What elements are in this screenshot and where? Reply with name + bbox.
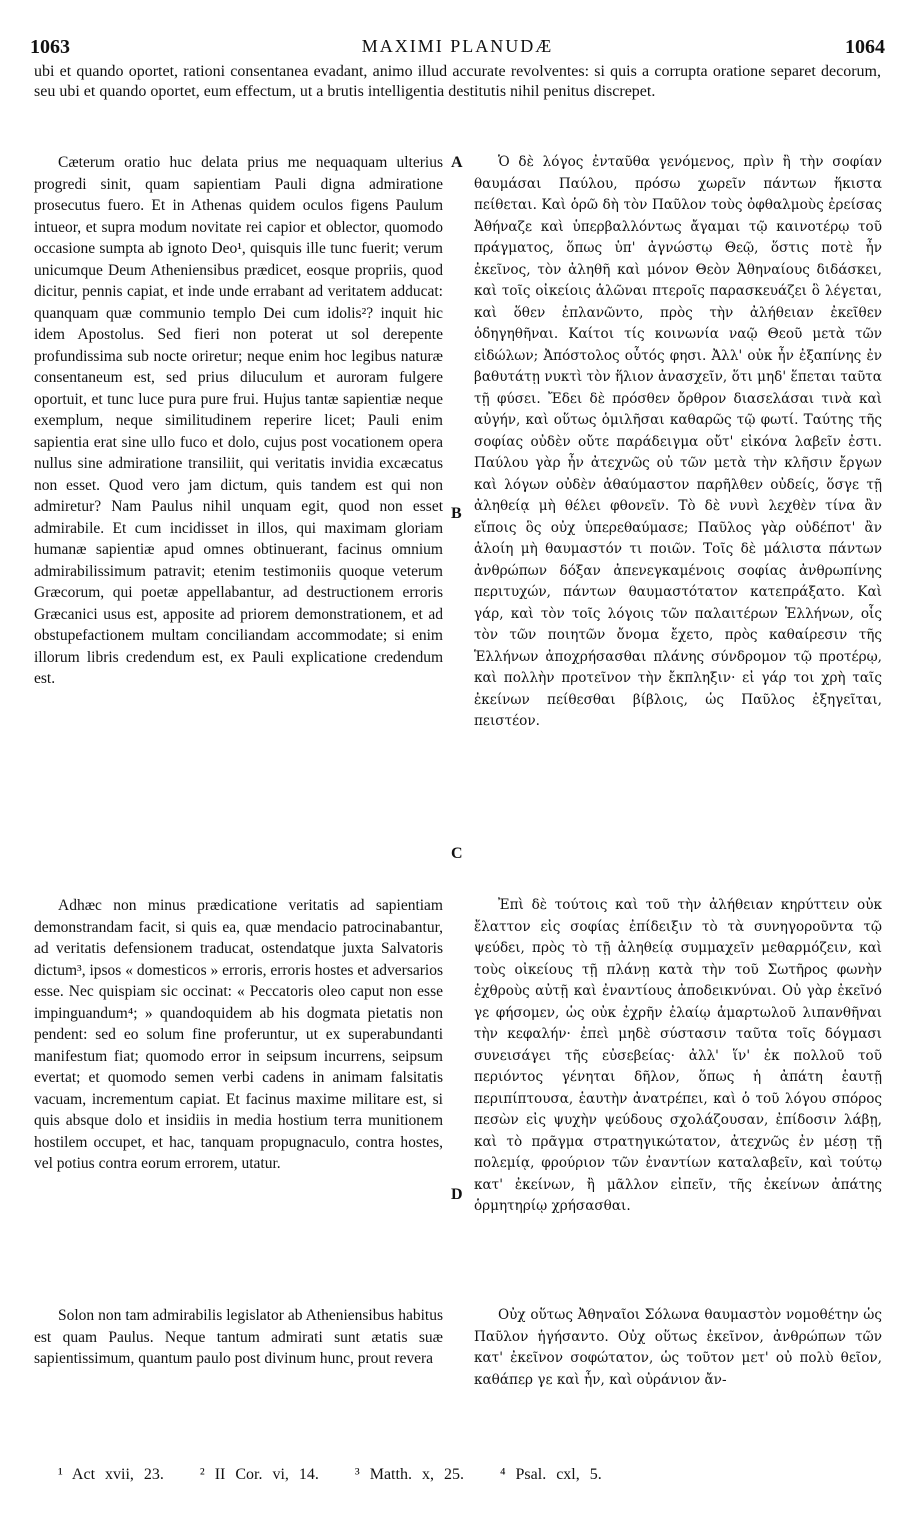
margin-marker-a: A (451, 154, 463, 171)
latin-paragraph-3 (34, 1305, 443, 1370)
intro-paragraph: ubi et quando oportet, rationi consentanea evadant, animo illud accurate revolventes: si quis a corrupta oratione separet decorum, seu ubi et quando oportet, eum effectum, ut a brutis intelligentia destitutis nihil penitus discrepet. (34, 63, 881, 100)
margin-marker-d: D (451, 1186, 463, 1203)
greek-text-1: Ὁ δὲ λόγος ἐνταῦθα γενόμενος, πρὶν ἢ τὴν σοφίαν θαυμάσαι Παύλου, πρόσω χωρεῖν πάντων ἥκιστα πείθεται. Καὶ ὁρῶ δὴ τὸν Παῦλον τοὺς ὀφθαλμοὺς ἐρείσας Ἀθήναζε καὶ ὑπερβαλλόντως ἄγαμαι τῷ καινοτέρῳ τοῦ πράγματος, ὅπως ὑπ' ἀγνώστῳ Θεῷ, ὅστις ποτὲ ἦν ἐκεῖνος, τὸν ἀληθῆ καὶ μόνον Θεὸν Ἀθηναίους διδάσκει, καὶ τοῖς οἰκείοις ἁλῶναι πτεροῖς παρασκευάζει ὃ λέγεται, καὶ ὅθεν ἐπλανῶντο, πρὸς τὴν ἀλήθειαν ἐκεῖθεν ὁδηγηθῆναι. Καίτοι τίς κοινωνία ναῷ Θεοῦ μετὰ τῶν εἰδώλων; Ἀπόστολος οὗτός φησι. Ἀλλ' οὐκ ἦν ἐξαπίνης ἐν βαθυτάτῃ νυκτὶ τὸν ἥλιον ἀνασχεῖν, ὅτι μηδ' ἕπεται ταῦτα τῇ φύσει. Ἔδει δὲ πρόσθεν ὄρθρον διασελάσαι τινὰ καὶ αὐγήν, καὶ οὕτως ὁμιλῆσαι καθαρῶς τῷ φωτί. Ταύτης τῆς σοφίας οὐδὲν οὔτε παράδειγμα οὔτ' εἰκόνα λαβεῖν ἐστι. Παύλου γὰρ ἦν ἀτεχνῶς οὐ τῶν μετὰ τὴν κλῆσιν ἔργων καὶ λόγων οὐδὲν ἀθαύμαστον παρῆλθεν οὐδείς, ὅσγε τῇ ἀληθείᾳ μὴ θέλει φθονεῖν. Τὸ δὲ νυνὶ λεχθὲν τίνα ἂν εἴποις ὃς οὐχ ὑπερεθαύμασε; Παῦλος γὰρ οὐδέποτ' ἂν ἁλοίη μὴ θαυμαστόν τι ποιῶν. Τοῖς δὲ μάλιστα πάντων ἀνθρώπων δόξαν ἀπενεγκαμένοις σοφίας ἀνθρωπίνης περιτυχών, πάντων θαυμαστότατον κατεπράξατο. Καὶ γάρ, καὶ τὸν τοῖς λόγοις τῶν παλαιτέρων Ἑλλήνων, οἷς τὸν τῶν ποιητῶν ὄνομα ἔχετο, πρὸς καθαίρεσιν τῆς Ἑλλήνων ἀποχρήσασθαι πλάνης σύνδρομον τῷ προτέρῳ, καὶ πολλὴν προτεῖνον τὴν ἔκπληξιν· εἰ γάρ τοι χρὴ ταῖς ἐκείνων πείθεσθαι βίβλοις, ὡς Παῦλος ἐξηγεῖται, πειστέον. (474, 154, 882, 729)
greek-paragraph-3 (474, 1305, 882, 1391)
latin-text-1: Cæterum oratio huc delata prius me nequaquam ulterius progredi sinit, quam sapientiam Pauli digna admiratione prosecutus fuero. Et in Athenas quidem oculos figens Paulum intueor, et supra modum novitate rei capior et oblector, quomodo occasione sumpta ab ignoto Deo¹, quisquis ille tunc fuerit; verum unicumque Deum Atheniensibus prædicet, eosque propriis, quod dicitur, pennis capiat, et inde unde errabant ad veritatem adducat: quanquam quæ communio templo Dei cum idolis²? inquit hic idem Apostolus. Sed fieri non poterat ut sol derepente profundissima sub nocte oriretur; neque enim hoc legibus naturæ consentaneum est, sed prius diluculum et auroram fulgere oportuit, et tunc luce pura pure frui. Hujus tantæ sapientiæ neque exemplum, neque similitudinem reperire licet; Pauli enim sapientia erat sine ullo fuco et dolo, cujus post vocationem opera nullus sine admiratione transiliit, qui veritatis invidia excæcatus non esset. Quod vero jam dictum, quis tandem est qui non admiretur? Nam Paulus nihil unquam egit, quod non esset admirabile. Et cum incidisset in illos, qui maximam gloriam humanæ sapientiæ apud omnes obtinuerant, facinus omnium admirabilissimum patravit; etenim testimoniis quoque veterum Græcorum, qui poetæ appellabantur, ad destructionem erroris Græcanici usus est, apposite ad priorem demonstrationem, et ad obstupefactionem multam conciliandam accommodate; si enim illorum libris credendum est, ex Pauli explicatione credendum est. (34, 154, 443, 687)
footnotes (58, 1466, 881, 1484)
footnote-2: ² II Cor. vi, 14. (199, 1466, 319, 1483)
latin-paragraph-1 (34, 152, 443, 690)
greek-paragraph-1 (474, 152, 882, 733)
latin-text-3: Solon non tam admirabilis legislator ab Atheniensibus habitus est quam Paulus. Neque tantum admirati sunt ætatis suæ sapientissimum, quantum paulo post divinum hunc, prout revera (34, 1307, 443, 1367)
greek-text-3: Οὐχ οὕτως Ἀθηναῖοι Σόλωνα θαυμαστὸν νομοθέτην ὡς Παῦλον ἡγήσαντο. Οὐχ οὕτως ἐκεῖνον, ἀνθρώπων τῶν κατ' ἐκεῖνον σοφώτατον, ὡς τοῦτον μετ' οὐ πολὺ θεῖον, καθάπερ γε καὶ ἦν, καὶ οὐράνιον ἄν- (474, 1307, 882, 1388)
footnote-1: ¹ Act xvii, 23. (58, 1466, 164, 1483)
page-number-right: 1064 (845, 36, 885, 58)
footnote-3: ³ Matth. x, 25. (354, 1466, 464, 1483)
running-title: MAXIMI PLANUDÆ (361, 36, 554, 56)
footnote-4: ⁴ Psal. cxl, 5. (499, 1466, 602, 1483)
greek-paragraph-2 (474, 895, 882, 1218)
page-header (30, 30, 885, 60)
page-number-left: 1063 (30, 36, 70, 58)
latin-text-2: Adhæc non minus prædicatione veritatis ad sapientiam demonstrandam facit, si quis ea, quæ mendacio patrocinabantur, ad veritatis defensionem traducat, ostendatque juxta Salvatoris dictum³, ipsos « domesticos » erroris, erroris hostes et adversarios esse. Nec quispiam sic occinat: « Peccatoris oleo caput non esse impinguandum⁴; » quandoquidem ab his dogmata pietatis non pendent: sed eo solum fine proferuntur, ut ex superabundanti manifestum fiat; quomodo error in seipsum incurrens, seipsum evertat; et quomodo semen verbi cadens in animam falsitatis vacuam, incrementum capiat. Et facinus maxime militare est, si quis absque dolo et insidiis in media hostium terra munitionem hostilem occupet, et hac, tanquam propugnaculo, contra hostes, vel potius contra eorum errorem, utatur. (34, 897, 443, 1172)
margin-marker-c: C (451, 845, 463, 862)
latin-paragraph-2 (34, 895, 443, 1175)
margin-marker-b: B (451, 505, 462, 522)
greek-text-2: Ἐπὶ δὲ τούτοις καὶ τοῦ τὴν ἀλήθειαν κηρύττειν οὐκ ἔλαττον εἰς σοφίας ἐπίδειξιν τὸ τὰ συνηγοροῦντα τῷ ψεύδει, πρὸς τὸ τῇ ἀληθείᾳ συμμαχεῖν μεθαρμόζειν, καὶ τοὺς οἰκείους τῇ πλάνῃ κατὰ τὴν τοῦ Σωτῆρος φωνὴν ἐχθροὺς αὐτῇ καὶ ἐναντίους ἀποδεικνύναι. Οὐ γὰρ ἐκεῖνό γε φήσομεν, ὡς οὐκ ἐχρῆν ἐλαίῳ ἁμαρτωλοῦ λιπανθῆναι τὴν κεφαλήν· ἐπεὶ μηδὲ σύστασιν ταῦτα τοῖς δόγμασι συνεισάγει τῆς εὐσεβείας· ἀλλ' ἵν' ἐκ πολλοῦ τοῦ περιόντος γένηται δῆλον, ὅπως ἡ ἀπάτη ἑαυτῇ περιπίπτουσα, ἑαυτὴν ἀνατρέπει, καὶ ὁ τοῦ λόγου σπόρος πεσὼν εἰς ψυχὴν ψεύδους σχολάζουσαν, ἐπίδοσιν λάβῃ, καὶ τὸ πρᾶγμα στρατηγικώτατον, ἀτεχνῶς ἐν μέσῃ τῇ πολεμίᾳ, φρούριον τῶν ἐναντίων καταλαβεῖν, καὶ τούτῳ κατ' ἐκείνων, ἢ μᾶλλον εἰπεῖν, τῆς ἐκείνων ἀπάτης ὁρμητηρίῳ χρήσασθαι. (474, 897, 882, 1214)
